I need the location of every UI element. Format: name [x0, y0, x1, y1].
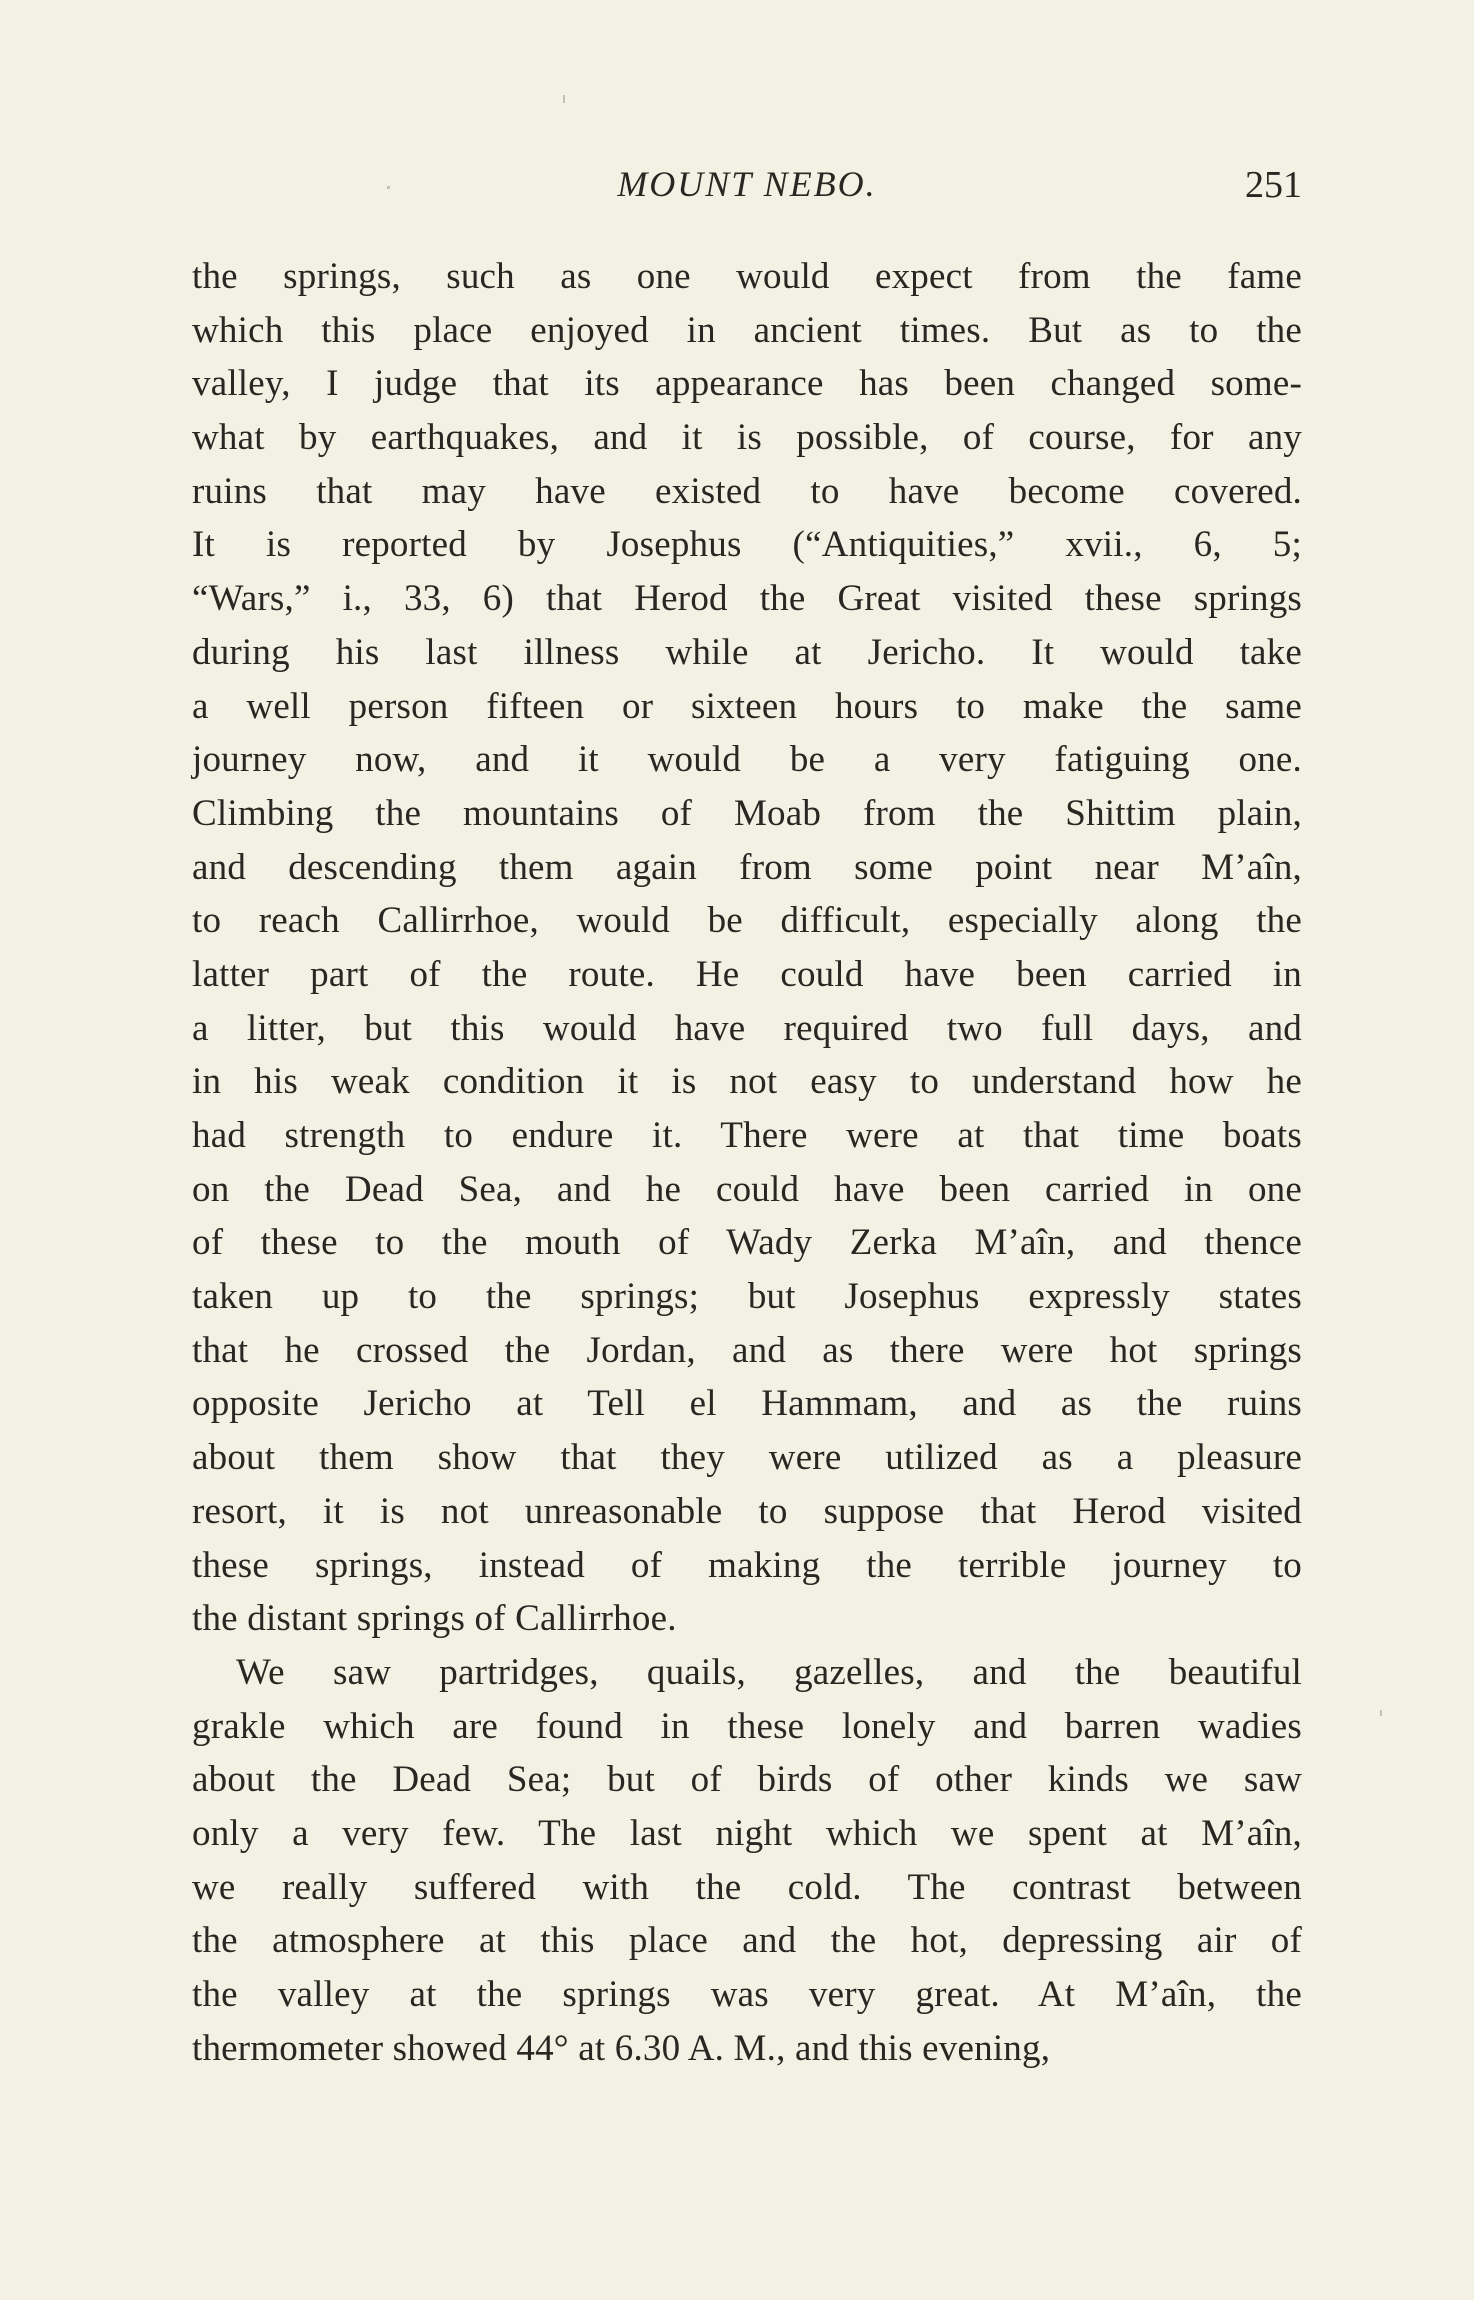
text-line: about them show that they were utilized as a pleasure — [192, 1437, 1302, 1479]
text-line: ruins that may have existed to have become covered. — [192, 470, 1302, 512]
body-text — [192, 250, 1302, 2075]
text-line: the springs, such as one would expect from the fame — [192, 256, 1302, 297]
text-line: the distant springs of Callirrhoe. — [192, 1598, 677, 1640]
running-head: MOUNT NEBO. — [617, 164, 877, 204]
text-line: thermometer showed 44° at 6.30 A. M., and this evening, — [192, 2027, 1051, 2069]
paragraph — [192, 1646, 1302, 2076]
print-speck — [1380, 1710, 1382, 1716]
text-line: latter part of the route. He could have been carried in — [192, 953, 1302, 995]
text-line: a litter, but this would have required two full days, and — [192, 1007, 1302, 1049]
text-line: journey now, and it would be a very fatiguing one. — [192, 739, 1302, 781]
text-line: that he crossed the Jordan, and as there were hot springs — [192, 1329, 1302, 1371]
print-speck — [563, 95, 565, 103]
text-line: which this place enjoyed in ancient times. But as to the — [192, 309, 1302, 351]
text-line: opposite Jericho at Tell el Hammam, and as the ruins — [192, 1383, 1302, 1425]
text-line: valley, I judge that its appearance has been changed some- — [192, 363, 1302, 405]
paragraph — [192, 250, 1302, 1646]
text-line: grakle which are found in these lonely and barren wadies — [192, 1705, 1302, 1747]
text-line: a well person fifteen or sixteen hours to make the same — [192, 685, 1302, 727]
text-line: these springs, instead of making the terrible journey to — [192, 1544, 1302, 1586]
text-line: on the Dead Sea, and he could have been carried in one — [192, 1168, 1302, 1210]
text-line: taken up to the springs; but Josephus expressly states — [192, 1276, 1302, 1318]
text-line: resort, it is not unreasonable to suppose that Herod visited — [192, 1490, 1302, 1532]
text-line: the valley at the springs was very great. At M’aîn, the — [192, 1974, 1302, 2015]
text-line: We saw partridges, quails, gazelles, and the beautiful — [236, 1651, 1302, 1693]
text-line: Climbing the mountains of Moab from the Shittim plain, — [192, 792, 1302, 834]
text-line: had strength to endure it. There were at that time boats — [192, 1115, 1302, 1156]
print-speck — [387, 186, 390, 189]
page-header — [192, 163, 1302, 223]
text-line: “Wars,” i., 33, 6) that Herod the Great visited these springs — [192, 578, 1302, 620]
page-number: 251 — [1245, 164, 1302, 206]
text-line: about the Dead Sea; but of birds of other kinds we saw — [192, 1759, 1302, 1801]
text-line: what by earthquakes, and it is possible, of course, for any — [192, 417, 1302, 459]
text-line: to reach Callirrhoe, would be difficult, especially along the — [192, 900, 1302, 942]
text-line: we really suffered with the cold. The contrast between — [192, 1866, 1302, 1908]
text-line: and descending them again from some point near M’aîn, — [192, 846, 1302, 888]
text-line: the atmosphere at this place and the hot, depressing air of — [192, 1920, 1302, 1962]
text-line: of these to the mouth of Wady Zerka M’aîn, and thence — [192, 1222, 1302, 1264]
text-line: It is reported by Josephus (“Antiquities,” xvii., 6, 5; — [192, 524, 1302, 566]
text-line: only a very few. The last night which we spent at M’aîn, — [192, 1812, 1302, 1854]
text-line: during his last illness while at Jericho. It would take — [192, 631, 1302, 673]
text-line: in his weak condition it is not easy to understand how he — [192, 1061, 1302, 1103]
